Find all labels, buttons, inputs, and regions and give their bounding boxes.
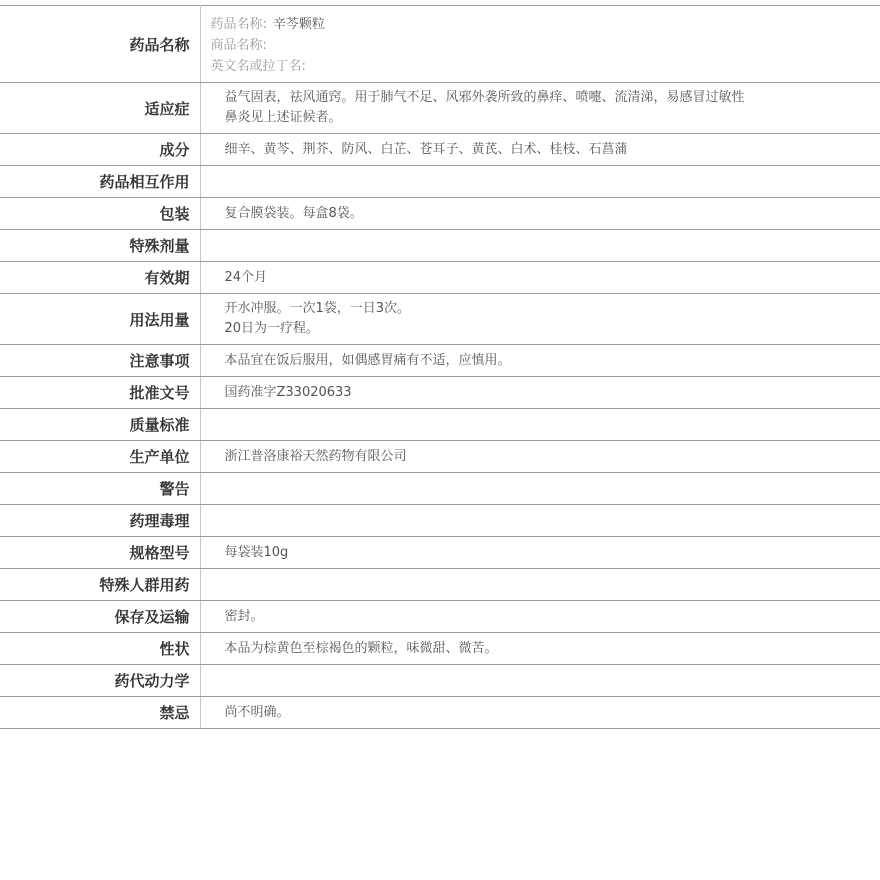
row-value xyxy=(200,505,880,537)
table-row xyxy=(0,665,880,697)
table-row xyxy=(0,262,880,294)
table-row xyxy=(0,537,880,569)
row-value xyxy=(200,134,880,166)
table-row xyxy=(0,198,880,230)
table-row xyxy=(0,441,880,473)
row-value xyxy=(200,166,880,198)
generic-name-line xyxy=(211,14,880,35)
row-value xyxy=(200,262,880,294)
row-value xyxy=(200,377,880,409)
table-row xyxy=(0,569,880,601)
row-label: 质量标准 xyxy=(0,409,200,441)
row-value xyxy=(200,473,880,505)
generic-name-key: 药品名称: xyxy=(210,17,267,32)
row-value-line: 24个月 xyxy=(224,269,268,285)
row-value xyxy=(200,198,880,230)
row-label: 药品名称 xyxy=(0,6,200,83)
row-label: 警告 xyxy=(0,473,200,505)
row-value xyxy=(200,569,880,601)
row-value-line: 本品为棕黄色至棕褐色的颗粒，味微甜、微苦。 xyxy=(224,640,498,656)
row-value xyxy=(200,665,880,697)
row-label: 有效期 xyxy=(0,262,200,294)
table-row xyxy=(0,166,880,198)
row-label: 特殊人群用药 xyxy=(0,569,200,601)
trade-name-key: 商品名称: xyxy=(210,38,267,53)
row-value xyxy=(200,697,880,729)
generic-name-value: 辛芩颗粒 xyxy=(272,17,325,32)
row-label: 规格型号 xyxy=(0,537,200,569)
drug-name-cell xyxy=(200,6,880,83)
row-value-line: 益气固表，祛风通窍。用于肺气不足、风邪外袭所致的鼻痒、喷嚏、流清涕，易感冒过敏性 xyxy=(224,90,745,105)
row-value-line: 尚不明确。 xyxy=(224,704,290,720)
row-value-line: 复合膜袋装。每盒8袋。 xyxy=(224,205,363,221)
latin-name-line xyxy=(211,56,880,77)
row-value-line: 本品宜在饭后服用，如偶感胃痛有不适，应慎用。 xyxy=(224,352,511,368)
table-row xyxy=(0,345,880,377)
row-value-line: 20日为一疗程。 xyxy=(224,321,320,336)
drug-info-table-body xyxy=(0,6,880,729)
latin-name-key: 英文名或拉丁名: xyxy=(210,59,306,74)
row-value-line: 每袋装10g xyxy=(224,544,289,560)
table-row xyxy=(0,505,880,537)
drug-info-table xyxy=(0,5,880,729)
row-value xyxy=(200,441,880,473)
row-label: 生产单位 xyxy=(0,441,200,473)
table-row xyxy=(0,294,880,345)
row-label: 禁忌 xyxy=(0,697,200,729)
row-value xyxy=(200,230,880,262)
table-row xyxy=(0,409,880,441)
drug-name-row xyxy=(0,6,880,83)
row-value xyxy=(200,601,880,633)
row-label: 性状 xyxy=(0,633,200,665)
row-label: 特殊剂量 xyxy=(0,230,200,262)
row-label: 保存及运输 xyxy=(0,601,200,633)
row-value-line: 国药准字Z33020633 xyxy=(224,384,352,400)
row-value xyxy=(200,537,880,569)
row-value-line: 密封。 xyxy=(224,608,264,624)
table-row xyxy=(0,83,880,134)
table-row xyxy=(0,134,880,166)
table-row xyxy=(0,601,880,633)
row-label: 用法用量 xyxy=(0,294,200,345)
row-label: 适应症 xyxy=(0,83,200,134)
table-row xyxy=(0,633,880,665)
row-label: 药理毒理 xyxy=(0,505,200,537)
table-row xyxy=(0,377,880,409)
row-value xyxy=(200,83,880,134)
table-row xyxy=(0,697,880,729)
trade-name-line xyxy=(211,35,880,56)
table-row xyxy=(0,230,880,262)
row-label: 包装 xyxy=(0,198,200,230)
row-value xyxy=(200,409,880,441)
row-value-line: 细辛、黄芩、荆芥、防风、白芷、苍耳子、黄芪、白术、桂枝、石菖蒲 xyxy=(224,141,628,157)
row-value-line: 鼻炎见上述证候者。 xyxy=(224,110,342,125)
row-value xyxy=(200,345,880,377)
row-value-line: 浙江普洛康裕天然药物有限公司 xyxy=(224,448,407,464)
row-label: 成分 xyxy=(0,134,200,166)
row-label: 药代动力学 xyxy=(0,665,200,697)
row-label: 批准文号 xyxy=(0,377,200,409)
row-value-line: 开水冲服。一次1袋，一日3次。 xyxy=(224,301,411,316)
row-label: 注意事项 xyxy=(0,345,200,377)
row-value xyxy=(200,294,880,345)
row-value xyxy=(200,633,880,665)
table-row xyxy=(0,473,880,505)
row-label: 药品相互作用 xyxy=(0,166,200,198)
